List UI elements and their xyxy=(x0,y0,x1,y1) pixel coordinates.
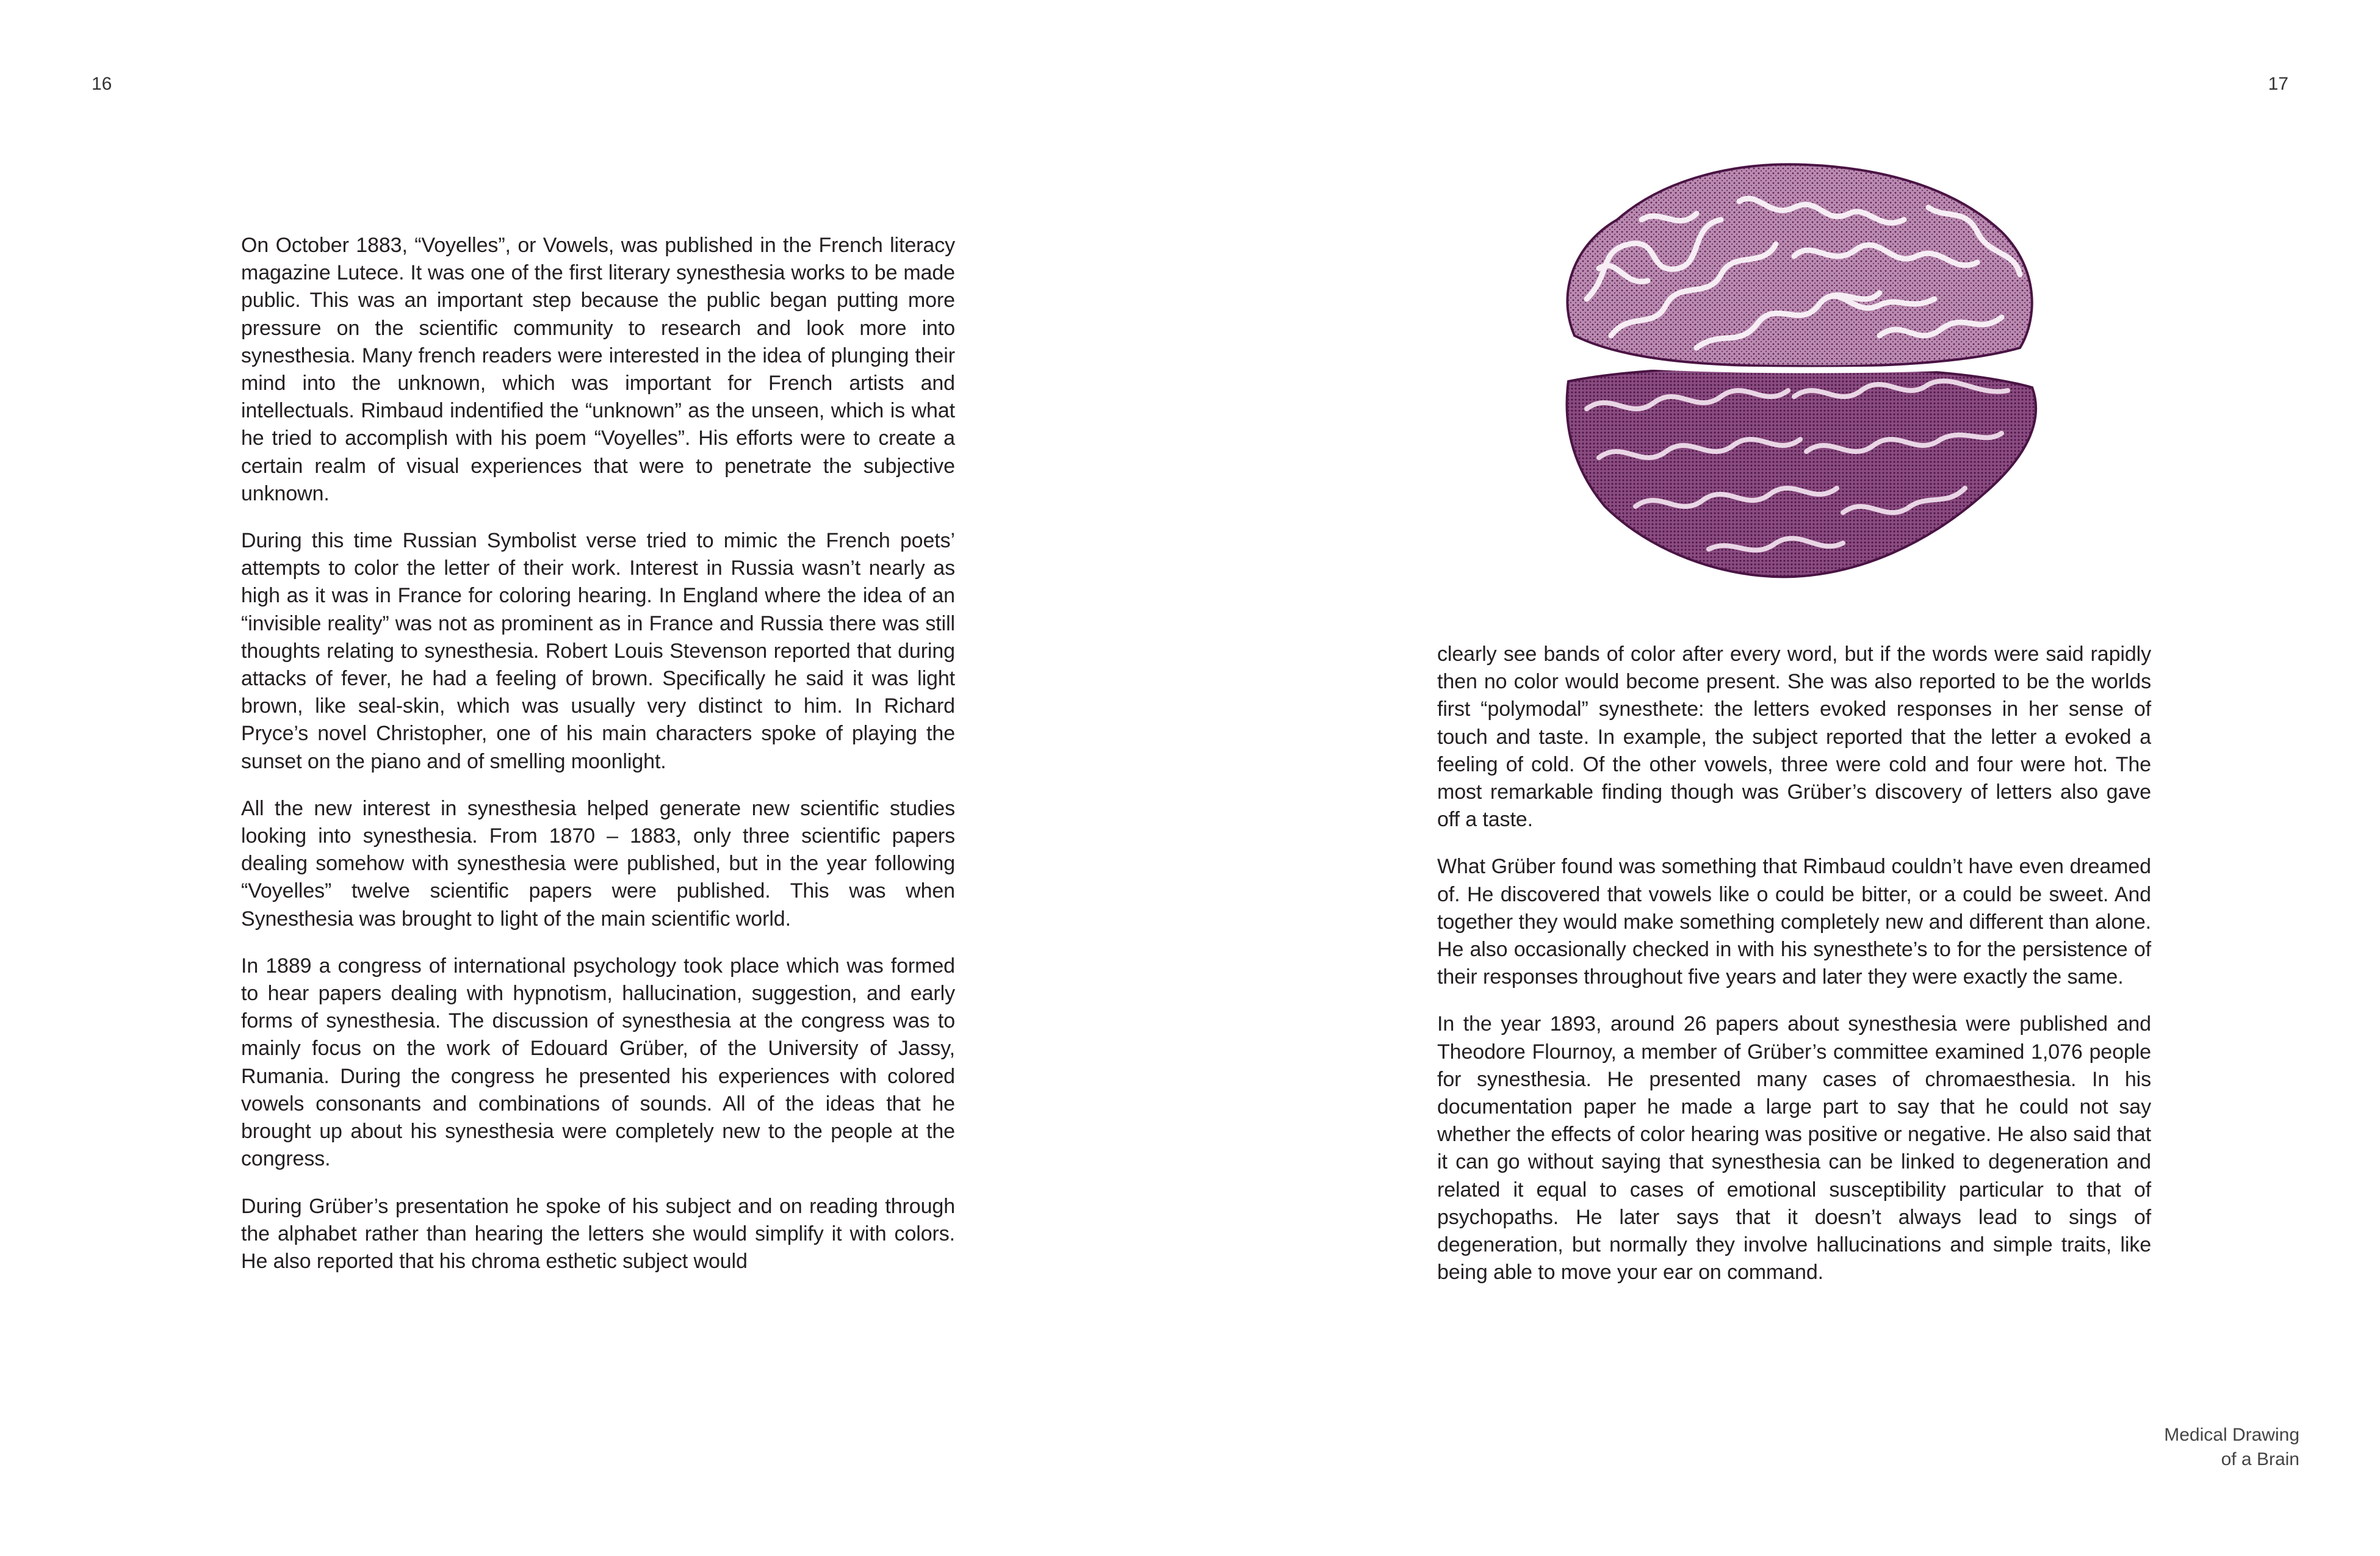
paragraph: During Grüber’s presentation he spoke of his subject and on reading through the alphabet rather than hearing the letters she would simplify it with colors. He also reported that his chroma esthetic subject would xyxy=(241,1194,955,1273)
paragraph: In 1889 a congress of international psychology took place which was formed to hear papers dealing with hypnotism, hallucination, suggestion, and early forms of synesthesia. The discussion of synesthesia at the congress was to mainly focus on the work of Edouard Grüber, of the University of Jassy, Rumania. During the congress he presented his experiences with colored vowels consonants and combinations of sounds. All of the ideas that he brought up about his synesthesia were completely new to the people at the congress. xyxy=(241,954,955,1171)
paragraph: All the new interest in synesthesia helped generate new scientific studies looking into synesthesia. From 1870 – 1883, only three scientific papers dealing somehow with synesthesia were published, but in the year following “Voyelles” twelve scientific papers were published. This was when Synesthesia was brought to light of the main scientific world. xyxy=(241,796,955,931)
paragraph: clearly see bands of color after every word, but if the words were said rapidly then no color would become present. She was also reported to be the worlds first “polymodal” synesthete: the letters evoked responses in her sense of touch and taste. In example, the subject reported that the letter a evoked a feeling of cold. Of the other vowels, three were cold and four were hot. The most remarkable finding though was Grüber’s discovery of letters also gave off a taste. xyxy=(1437,643,2151,832)
brain-illustration-icon xyxy=(1538,153,2050,592)
figure-caption xyxy=(2164,1423,2299,1472)
paragraph: During this time Russian Symbolist verse tried to mimic the French poets’ attempts to color the letter of their work. Interest in Russia wasn’t nearly as high as it was in France for coloring hearing. In England where the idea of an “invisible reality” was not as prominent as in France and Russia there was still thoughts relating to synesthesia. Robert Louis Stevenson reported that during attacks of fever, he had a feeling of brown. Specifically he said it was light brown, like seal-skin, which was usually very distinct to him. In Richard Pryce’s novel Christopher, one of his main characters spoke of playing the sunset on the piano and of smelling moonlight. xyxy=(241,529,955,773)
page-number-left: 16 xyxy=(92,74,112,94)
paragraph: On October 1883, “Voyelles”, or Vowels, was published in the French literacy magazine Lutece. It was one of the first literary synesthesia works to be made public. This was an important step because the public began putting more pressure on the scientific community to research and look more into synesthesia. Many french readers were interested in the idea of plunging their mind into the unknown, which was important for French artists and intellectuals. Rimbaud indentified the “unknown” as the unseen, which is what he tried to accomplish with his poem “Voyelles”. His efforts were to create a certain realm of visual experiences that were to penetrate the subjective unknown. xyxy=(241,234,955,505)
paragraph: What Grüber found was something that Rimbaud couldn’t have even dreamed of. He discovered that vowels like o could be bitter, or a could be sweet. And together they would make something completely new and different than alone. He also occasionally checked in with his synesthete’s to for the persistence of their responses throughout five years and later they were exactly the same. xyxy=(1437,855,2151,989)
page-number-right: 17 xyxy=(2268,74,2288,94)
right-text-column xyxy=(1437,641,2151,1306)
left-text-column xyxy=(241,232,955,1295)
caption-line: Medical Drawing xyxy=(2164,1425,2299,1445)
caption-line: of a Brain xyxy=(2221,1449,2299,1469)
paragraph: In the year 1893, around 26 papers about synesthesia were published and Theodore Flournoy, a member of Grüber’s committee examined 1,076 people for synesthesia. He presented many cases of chromaesthesia. In his documentation paper he made a large part to say that he could not say whether the effects of color hearing was positive or negative. He also said that it can go without saying that synesthesia can be linked to degeneration and related it equal to cases of emotional susceptibility particular to that of psychopaths. He later says that it doesn’t always lead to sings of degeneration, but normally they involve hallucinations and simple traits, like being able to move your ear on command. xyxy=(1437,1012,2151,1284)
